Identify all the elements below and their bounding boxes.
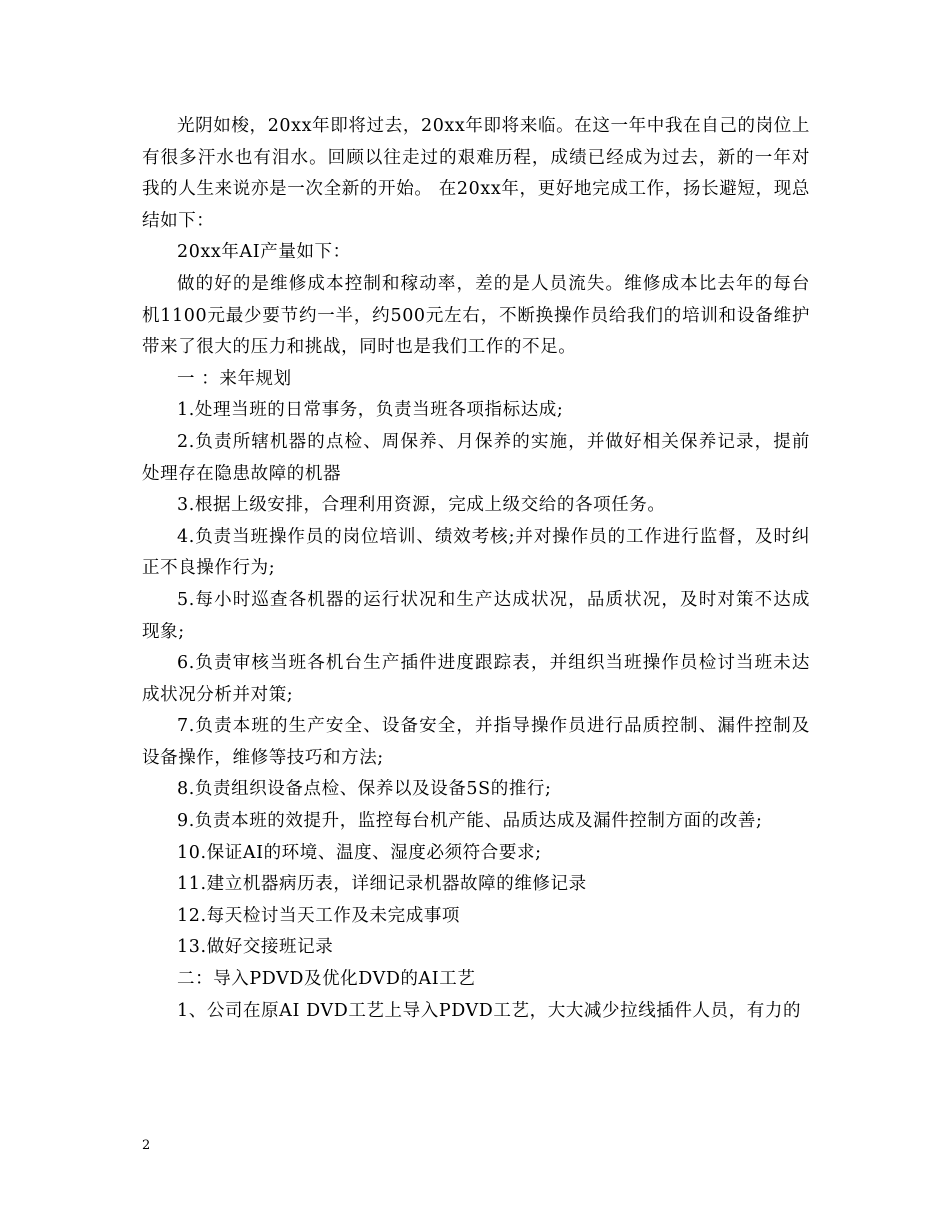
list-item: 8.负责组织设备点检、保养以及设备5S的推行;	[177, 779, 552, 800]
paragraph-performance: 做的好的是维修成本控制和稼动率，差的是人员流失。维修成本比去年的每台机1100元最少要节约一半，约500元左右，不断换操作员给我们的培训和设备维护带来了很大的压力和挑战，同时也是我们工作的不足。	[142, 273, 810, 358]
list-item: 5.每小时巡查各机器的运行状况和生产达成状况，品质状况，及时对策不达成现象;	[142, 589, 810, 642]
list-item: 9.负责本班的效提升，监控每台机产能、品质达成及漏件控制方面的改善;	[177, 811, 763, 832]
paragraph-intro: 光阴如梭，20xx年即将过去，20xx年即将来临。在这一年中我在自己的岗位上有很多汗水也有泪水。回顾以往走过的艰难历程，成绩已经成为过去，新的一年对我的人生来说亦是一次全新的开始。 在20xx年，更好地完成工作，扬长避短，现总结如下：	[142, 116, 810, 231]
list-item: 10.保证AI的环境、温度、湿度必须符合要求;	[177, 842, 542, 863]
section-heading-plan: 一 ：来年规划	[177, 368, 292, 389]
list-item: 2.负责所辖机器的点检、周保养、月保养的实施，并做好相关保养记录，提前处理存在隐患故障的机器	[142, 431, 810, 484]
page-number: 2	[142, 1138, 151, 1153]
list-item: 6.负责审核当班各机台生产插件进度跟踪表，并组织当班操作员检讨当班未达成状况分析并对策;	[142, 653, 810, 705]
list-item: 7.负责本班的生产安全、设备安全，并指导操作员进行品质控制、漏件控制及设备操作，维修等技巧和方法;	[142, 716, 810, 768]
document-body	[142, 111, 810, 1027]
list-item: 13.做好交接班记录	[177, 937, 334, 958]
list-item: 3.根据上级安排，合理利用资源，完成上级交给的各项任务。	[177, 495, 666, 516]
section-heading-pdvd: 二：导入PDVD及优化DVD的AI工艺	[177, 969, 476, 990]
paragraph-pdvd: 1、公司在原AI DVD工艺上导入PDVD工艺，大大减少拉线插件人员，有力的	[177, 1000, 802, 1021]
list-item: 1.处理当班的日常事务，负责当班各项指标达成;	[177, 400, 564, 421]
list-item: 11.建立机器病历表，详细记录机器故障的维修记录	[177, 874, 587, 895]
list-item: 12.每天检讨当天工作及未完成事项	[177, 905, 461, 926]
paragraph-ai-output: 20xx年AI产量如下：	[177, 242, 351, 263]
list-item: 4.负责当班操作员的岗位培训、绩效考核;并对操作员的工作进行监督，及时纠正不良操作行为;	[142, 526, 810, 579]
